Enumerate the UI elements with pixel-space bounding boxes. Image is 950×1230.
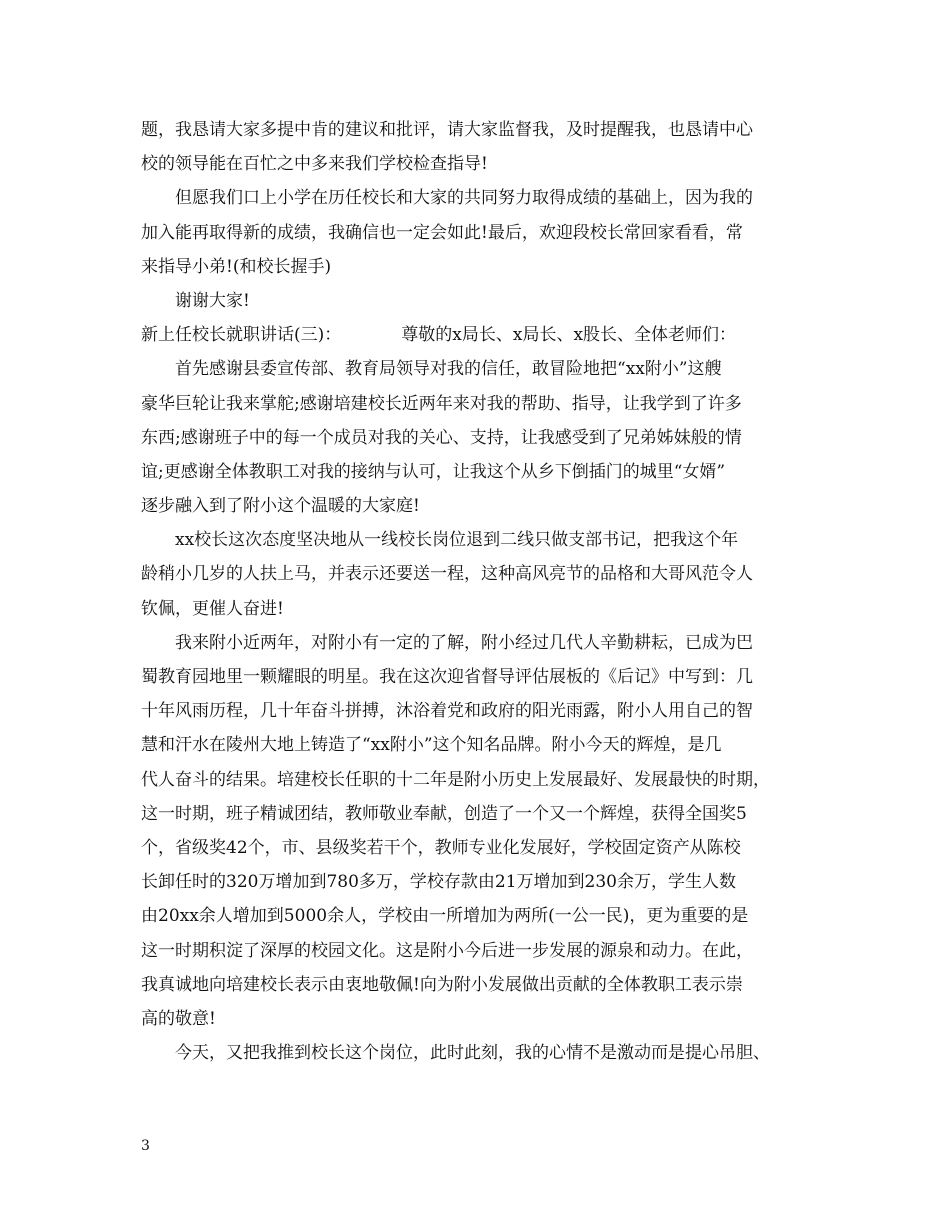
text-line: 龄稍小几岁的人扶上马，并表示还要送一程，这种高风亮节的品格和大哥风范令人 (141, 564, 753, 585)
page-number: 3 (141, 1138, 150, 1154)
text-line: 我来附小近两年，对附小有一定的了解，附小经过几代人辛勤耕耘，已成为巴 (175, 632, 753, 653)
text-line: 来指导小弟!(和校长握手) (141, 256, 332, 277)
text-line: 但愿我们口上小学在历任校长和大家的共同努力取得成绩的基础上，因为我的 (175, 188, 753, 209)
text-line: 蜀教育园地里一颗耀眼的明星。我在这次迎省督导评估展板的《后记》中写到：几 (141, 667, 753, 687)
text-line: 慧和汗水在陵州大地上铸造了“xx附小”这个知名品牌。附小今天的辉煌，是几 (141, 735, 722, 756)
text-line: 十年风雨历程，几十年奋斗拼搏，沐浴着党和政府的阳光雨露，附小人用自己的智 (141, 701, 753, 722)
text-line: 豪华巨轮让我来掌舵;感谢培建校长近两年来对我的帮助、指导，让我学到了许多 (141, 393, 742, 414)
text-line: 我真诚地向培建校长表示由衷地敬佩!向为附小发展做出贡献的全体教职工表示崇 (141, 974, 743, 995)
text-line: 东西;感谢班子中的每一个成员对我的关心、支持，让我感受到了兄弟姊妹般的情 (141, 427, 742, 448)
text-line: xx校长这次态度坚决地从一线校长岗位退到二线只做支部书记，把我这个年 (175, 530, 739, 551)
text-line: 长卸任时的320万增加到780多万，学校存款由21万增加到230余万，学生人数 (141, 872, 736, 893)
section-title: 新上任校长就职讲话(三)： (141, 325, 342, 346)
text-line: 由20xx余人增加到5000余人，学校由一所增加为两所(一公一民)，更为重要的是 (141, 906, 749, 927)
greeting: 尊敬的x局长、x局长、x股长、全体老师们： (401, 325, 737, 346)
text-line: 这一时期，班子精诚团结，教师敬业奉献，创造了一个又一个辉煌，获得全国奖5 (141, 803, 747, 824)
text-line: 代人奋斗的结果。培建校长任职的十二年是附小历史上发展最好、发展最快的时期， (141, 769, 770, 790)
text-line: 今天，又把我推到校长这个岗位，此时此刻，我的心情不是激动而是提心吊胆、 (175, 1043, 770, 1064)
text-line: 谢谢大家! (175, 290, 250, 311)
document-body (141, 113, 821, 1070)
text-line: 校的领导能在百忙之中多来我们学校检查指导! (141, 154, 488, 175)
text-line: 这一时期积淀了深厚的校园文化。这是附小今后进一步发展的源泉和动力。在此， (141, 940, 753, 961)
text-line: 钦佩，更催人奋进! (141, 598, 284, 619)
text-line: 逐步融入到了附小这个温暖的大家庭! (141, 496, 420, 517)
section-heading-line (141, 318, 821, 352)
text-line: 题，我恳请大家多提中肯的建议和批评，请大家监督我，及时提醒我，也恳请中心 (141, 120, 753, 140)
text-line: 加入能再取得新的成绩，我确信也一定会如此!最后，欢迎段校长常回家看看，常 (141, 222, 743, 243)
text-line: 个，省级奖42个，市、县级奖若干个，教师专业化发展好，学校固定资产从陈校 (141, 837, 741, 858)
text-line: 首先感谢县委宣传部、教育局领导对我的信任，敢冒险地把“xx附小”这艘 (175, 359, 722, 380)
text-line: 高的敬意! (141, 1008, 216, 1029)
text-line: 谊;更感谢全体教职工对我的接纳与认可，让我这个从乡下倒插门的城里“女婿” (141, 461, 726, 482)
